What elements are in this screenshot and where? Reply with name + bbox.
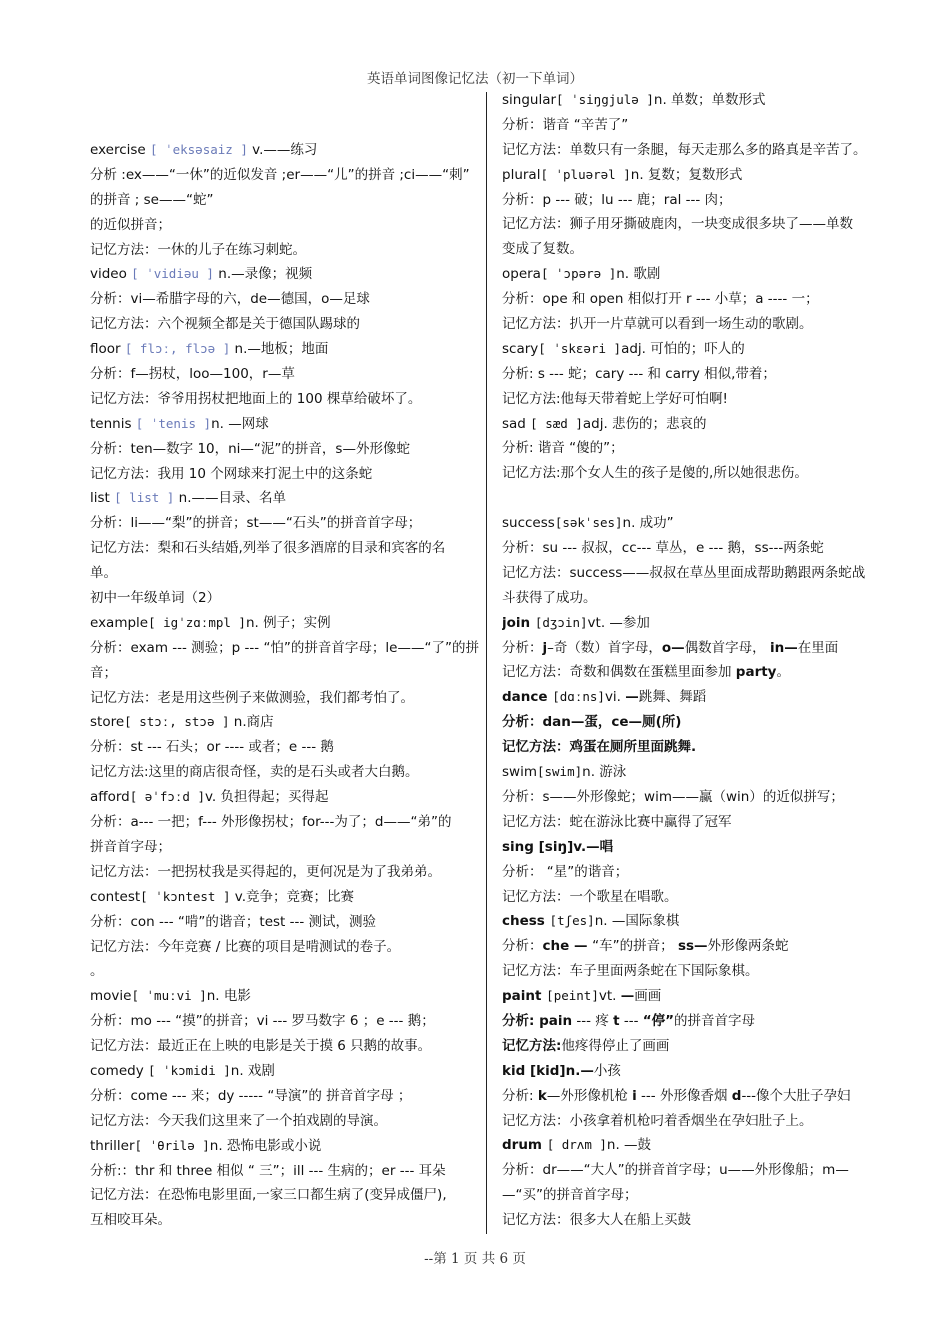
text-line	[90, 337, 485, 362]
text-run: 小孩	[593, 1062, 621, 1079]
text-line	[502, 710, 890, 735]
text-run: in—	[769, 639, 798, 656]
text-run: 分析 :ex——“一休”的近似发音 ;er——“儿”的拼音 ;ci——“刺”	[90, 166, 470, 183]
text-run: video	[90, 266, 132, 283]
text-run: 分析： “星”的谐音；	[502, 863, 629, 880]
text-line	[502, 885, 890, 910]
text-line	[502, 337, 890, 362]
text-run: n.—录像；视频	[213, 266, 313, 283]
text-run: 在里面	[797, 639, 839, 656]
text-run: n. 复数；复数形式	[630, 166, 743, 183]
text-run: sing [siŋ]v.—	[502, 838, 600, 855]
text-run: [dʒɔin]	[534, 614, 588, 630]
text-line	[502, 88, 890, 113]
text-line	[502, 536, 890, 561]
text-run: [ ˈmuːvi ]	[131, 988, 207, 1004]
text-run: 分析：vi—希腊字母的六，de—德国，o—足球	[90, 291, 370, 308]
text-run: paint	[502, 988, 547, 1005]
text-run: —外形像机枪	[546, 1087, 633, 1104]
text-run: [ ˈskɛəri ]	[538, 340, 622, 356]
text-run: [ ˈtenis ]	[135, 415, 212, 431]
text-line	[90, 287, 485, 312]
text-run: 记忆方法：今天我们这里来了一个拍戏剧的导演。	[90, 1112, 387, 1129]
text-run: n. 单数；单数形式	[653, 92, 766, 108]
text-run: 记忆方法：梨和石头结婚,列举了很多酒席的目录和宾客的名	[90, 540, 446, 557]
text-run: 分析	[502, 1012, 529, 1029]
text-run: 分析：con --- “啃”的谐音；test --- 测试，测验	[90, 913, 377, 930]
text-run: 记忆方法：老是用这些例子来做测验，我们都考怕了。	[90, 689, 414, 706]
text-run: 记忆方法：奇数和偶数在蛋糕里面参加	[502, 664, 736, 681]
text-line	[502, 785, 890, 810]
text-run: 分析：dr——“大人”的拼音首字母；u——外形像船；m—	[502, 1162, 849, 1179]
text-line	[90, 1183, 485, 1208]
text-run: 分析：a--- 一把；f--- 外形像拐杖；for---为了；d——“弟”的	[90, 814, 452, 831]
text-run: adj. 悲伤的；悲哀的	[582, 415, 707, 432]
text-run: singular	[502, 92, 557, 108]
text-run: opera	[502, 266, 541, 283]
text-run: [ sæd ]	[530, 415, 583, 431]
text-run: 分析: 谐音 “傻的”；	[502, 440, 624, 457]
text-run: 记忆方法：扒开一片草就可以看到一场生动的歌剧。	[502, 316, 813, 333]
text-line	[90, 885, 485, 910]
text-run: 记忆方法：一个歌星在唱歌。	[502, 888, 678, 905]
text-line	[90, 1009, 485, 1034]
text-run: dan—	[542, 714, 585, 731]
text-run: i	[632, 1087, 637, 1104]
text-run: 记忆方法：我用 10 个网球来打泥土中的这条蛇	[90, 465, 373, 482]
text-line	[90, 935, 485, 960]
text-line	[502, 1034, 890, 1059]
text-run: 的拼音首字母	[674, 1012, 756, 1029]
text-run: 分析:：thr 和 three 相似 “ 三”；ill --- 生病的；er --- 耳朵	[90, 1162, 446, 1179]
text-run: .	[691, 739, 697, 756]
text-line	[90, 959, 485, 984]
text-run: 记忆方法	[502, 1037, 556, 1054]
text-run: —	[620, 988, 635, 1005]
text-run: 变成了复数。	[502, 241, 583, 258]
text-run: 分析：p --- 破；lu --- 鹿；ral --- 肉；	[502, 191, 732, 208]
text-line	[502, 287, 890, 312]
text-line	[502, 1084, 890, 1109]
text-run: example	[90, 614, 149, 631]
text-run: 偶数首字母，	[684, 639, 770, 656]
text-run: n. 电影	[206, 988, 251, 1005]
text-line	[502, 113, 890, 138]
text-run: “停”	[642, 1012, 675, 1029]
text-run: 记忆方法：success——叔叔在草丛里面成帮助鹅跟两条蛇战	[502, 564, 866, 581]
text-run: comedy	[90, 1062, 148, 1079]
text-run: swim	[502, 764, 537, 781]
text-run: ss—	[677, 938, 708, 955]
text-run: d	[731, 1087, 742, 1104]
text-line	[502, 1133, 890, 1158]
text-run: 分析：su --- 叔叔，cc--- 草丛，e --- 鹅，ss---两条蛇	[502, 540, 824, 557]
text-line	[502, 237, 890, 262]
text-line	[502, 685, 890, 710]
text-run: —	[625, 689, 639, 706]
text-line	[90, 661, 485, 686]
left-column	[90, 138, 485, 1233]
text-run: 记忆方法：狮子用牙撕破鹿肉，一块变成很多块了——单数	[502, 216, 853, 233]
text-run: n. 例子；实例	[245, 614, 331, 631]
text-run: [ igˈzɑːmpl ]	[148, 614, 246, 630]
text-run: 分析：	[502, 639, 543, 656]
text-run: exercise	[90, 142, 151, 158]
text-line	[502, 511, 890, 536]
text-run: 记忆方法：一把拐杖我是买得起的，更何况是为了我弟弟。	[90, 863, 441, 880]
text-line	[90, 412, 485, 437]
text-line	[90, 910, 485, 935]
text-run: [tʃes]	[549, 913, 595, 929]
text-line	[90, 1109, 485, 1134]
text-run: 分析：come --- 来；dy ----- “导演”的 拼音首字母 ；	[90, 1087, 412, 1104]
text-run: o—	[661, 639, 685, 656]
text-run: success	[502, 515, 555, 532]
text-run: [swim]	[536, 764, 583, 780]
text-run: [ ˈvidiəu ]	[131, 266, 214, 282]
text-run: vt.	[598, 988, 621, 1005]
text-line	[502, 835, 890, 860]
text-run: v.竞争；竞赛；比赛	[230, 888, 355, 905]
text-run: n. 歌剧	[616, 266, 661, 283]
text-run: “车”的拼音；	[592, 938, 678, 955]
text-run: 记忆方法：爷爷用拐杖把地面上的 100 棵草给破坏了。	[90, 390, 422, 407]
text-run: 的拼音 ; se——“蛇”	[90, 191, 214, 208]
page-header: 英语单词图像记忆法（初一下单词）	[367, 71, 583, 87]
text-run: v.——练习	[247, 142, 318, 158]
text-run: list	[90, 490, 115, 507]
text-line	[90, 213, 485, 238]
text-line	[502, 760, 890, 785]
text-run: :	[556, 1037, 562, 1054]
text-line	[90, 760, 485, 785]
text-run: –奇（数）首字母，	[547, 639, 662, 656]
text-line	[502, 461, 890, 486]
text-run: 记忆方法:这里的商店很奇怪，卖的是石头或者大白鹅。	[90, 764, 419, 781]
text-run: (所)	[655, 714, 682, 731]
text-run: --- 疼	[572, 1012, 614, 1029]
text-run: drum	[502, 1137, 547, 1154]
text-run: ce—	[611, 714, 643, 731]
text-line	[90, 686, 485, 711]
text-line	[502, 387, 890, 412]
text-run: store	[90, 714, 125, 731]
text-run: 记忆方法:那个女人生的孩子是傻的,所以她很悲伤。	[502, 465, 808, 482]
text-run: [səkˈses]	[554, 515, 623, 531]
text-run: 记忆方法：六个视频全都是关于德国队踢球的	[90, 316, 360, 333]
text-run: 分析：s——外形像蛇；wim——赢（win）的近似拼写；	[502, 788, 844, 805]
text-line	[502, 1059, 890, 1084]
text-line	[502, 984, 890, 1009]
text-line	[502, 412, 890, 437]
text-run: 分析：ope 和 open 相似打开 r --- 小草；a ---- 一；	[502, 291, 819, 308]
text-run: ---	[619, 1012, 643, 1029]
text-run: 分析:	[502, 1087, 538, 1104]
text-line	[502, 1208, 890, 1233]
text-run: 分析：st --- 石头；or ---- 或者；e --- 鹅	[90, 739, 334, 756]
text-run: n. —网球	[211, 415, 269, 432]
text-line	[502, 1183, 890, 1208]
text-run: [ ˈɔpərə ]	[540, 266, 617, 282]
text-run: 分析：exam --- 测验；p --- “怕”的拼音首字母；le——“了”的拼	[90, 639, 479, 656]
text-run: [ ˈθrilə ]	[134, 1137, 210, 1153]
text-line	[90, 710, 485, 735]
text-line	[90, 611, 485, 636]
text-run: join	[502, 614, 535, 631]
text-line	[502, 138, 890, 163]
text-run: n. —国际象棋	[594, 913, 680, 930]
text-run: —“买”的拼音首字母；	[502, 1187, 638, 1204]
text-run: tennis	[90, 415, 136, 432]
text-run: 分析：ten—数字 10，ni—“泥”的拼音，s—外形像蛇	[90, 440, 410, 457]
text-run: j	[542, 639, 548, 656]
text-run: 记忆方法：最近正在上映的电影是关于摸 6 只鹅的故事。	[90, 1038, 432, 1055]
text-run: n. —鼓	[606, 1137, 652, 1154]
text-line	[502, 909, 890, 934]
text-run: [ ˈeksəsaiz ]	[150, 142, 248, 157]
text-line	[90, 511, 485, 536]
text-run: 拼音首字母；	[90, 838, 171, 855]
text-line	[502, 163, 890, 188]
text-run: adj. 可怕的；吓人的	[621, 340, 745, 357]
text-run: n.—地板；地面	[230, 341, 329, 358]
text-run: t	[613, 1012, 620, 1029]
text-line	[90, 1059, 485, 1084]
text-line	[90, 536, 485, 561]
text-run: 记忆方法：很多大人在船上买鼓	[502, 1212, 691, 1229]
text-line	[90, 163, 485, 188]
text-run: 斗获得了成功。	[502, 589, 597, 606]
text-run: 分析：谐音 “辛苦了”	[502, 116, 629, 133]
text-line	[502, 636, 890, 661]
text-run: 蛋，	[584, 714, 612, 731]
text-run: 互相咬耳朵。	[90, 1212, 171, 1229]
text-line	[502, 561, 890, 586]
text-line	[90, 486, 485, 511]
text-run: chess	[502, 913, 550, 930]
text-run: v. 负担得起；买得起	[204, 789, 329, 806]
text-run: [ ˈpluərəl ]	[540, 166, 631, 182]
text-run: 记忆方法：鸡蛋在厕所里面跳舞	[502, 739, 691, 756]
text-line	[90, 312, 485, 337]
text-run: [ drʌm ]	[546, 1137, 607, 1153]
text-line	[90, 262, 485, 287]
text-run: party	[735, 664, 777, 681]
text-line	[502, 959, 890, 984]
text-line	[90, 1084, 485, 1109]
text-line	[502, 660, 890, 685]
text-run: n. 游泳	[582, 764, 627, 781]
text-run: [peint]	[546, 988, 599, 1004]
text-run: che —	[542, 938, 593, 955]
text-run: 分析: s --- 蛇；cary --- 和 carry 相似,带着；	[502, 365, 776, 382]
text-run: k	[537, 1087, 547, 1104]
text-run: 记忆方法：车子里面两条蛇在下国际象棋。	[502, 963, 759, 980]
text-line	[502, 262, 890, 287]
text-run: 分析：	[502, 938, 543, 955]
text-line	[90, 835, 485, 860]
text-run: vi.	[604, 689, 626, 706]
text-line	[502, 362, 890, 387]
text-line	[90, 586, 485, 611]
text-line	[90, 1034, 485, 1059]
text-run: scary	[502, 340, 539, 357]
text-line	[90, 1159, 485, 1184]
text-run: : pain	[529, 1012, 573, 1029]
text-run: 外形像两条蛇	[707, 938, 789, 955]
text-run: dance	[502, 689, 553, 706]
text-run: afford	[90, 789, 130, 806]
text-run: [ ˈsiŋgjulə ]	[556, 92, 654, 107]
text-run: 记忆方法：今年竞赛 / 比赛的项目是啃测试的卷子。	[90, 938, 401, 955]
text-run: ---像个大肚子孕妇	[741, 1087, 851, 1104]
text-run: 跳舞、舞蹈	[638, 689, 707, 706]
text-run: 记忆方法：在恐怖电影里面,一家三口都生病了(变异成僵尸),	[90, 1187, 447, 1204]
text-run: 记忆方法：蛇在游泳比赛中赢得了冠军	[502, 813, 732, 830]
text-line	[502, 1158, 890, 1183]
text-run: 记忆方法:他每天带着蛇上学好可怕啊!	[502, 390, 728, 407]
text-line	[90, 437, 485, 462]
text-run: 厕	[642, 714, 656, 731]
text-line	[90, 362, 485, 387]
text-run: [ flɔː, flɔə ]	[124, 341, 231, 357]
text-run: 初中一年级单词（2）	[90, 590, 221, 607]
text-run: 画画	[634, 988, 662, 1005]
text-run: movie	[90, 988, 132, 1005]
text-line	[90, 735, 485, 760]
text-run: thriller	[90, 1137, 135, 1154]
text-line	[90, 1134, 485, 1159]
text-run: [ stɔː, stɔə ]	[124, 714, 230, 730]
text-run: 分析：f—拐杖，loo—100，r—草	[90, 366, 295, 383]
text-run: [ list ]	[114, 490, 175, 506]
text-line	[90, 984, 485, 1009]
text-run: [dɑːns]	[552, 689, 605, 705]
text-line	[90, 860, 485, 885]
text-run: [ əˈfɔːd ]	[129, 789, 205, 805]
text-run: n. 恐怖电影或小说	[209, 1137, 322, 1154]
text-line	[90, 188, 485, 213]
text-line	[90, 561, 485, 586]
text-line	[502, 188, 890, 213]
text-run: 的近似拼音；	[90, 216, 171, 233]
text-run: 唱	[599, 838, 614, 855]
text-run: 。	[90, 963, 104, 980]
text-line	[502, 586, 890, 611]
text-line	[502, 934, 890, 959]
text-run: floor	[90, 341, 125, 358]
text-line	[502, 1009, 890, 1034]
text-run: [ ˈkɔmidi ]	[148, 1062, 231, 1078]
text-run: n.商店	[229, 714, 274, 731]
text-line	[90, 387, 485, 412]
text-run: 分析：li——“梨”的拼音；st——“石头”的拼音首字母；	[90, 515, 422, 532]
text-line	[502, 312, 890, 337]
text-line	[502, 436, 890, 461]
text-line	[502, 611, 890, 636]
text-run: 记忆方法：小孩拿着机枪叼着香烟坐在孕妇肚子上。	[502, 1112, 813, 1129]
text-line	[90, 1208, 485, 1233]
text-line	[502, 212, 890, 237]
text-run: sad	[502, 415, 531, 432]
text-line	[502, 860, 890, 885]
text-run: n.——目录、名单	[174, 490, 286, 507]
text-run: 音；	[90, 664, 117, 681]
text-run: 分析：mo --- “摸”的拼音；vi --- 罗马数字 6 ；e --- 鹅；	[90, 1013, 435, 1030]
text-line	[502, 810, 890, 835]
right-column	[502, 88, 890, 1233]
text-line	[502, 1109, 890, 1134]
text-run: plural	[502, 166, 541, 183]
text-run: n. 成功”	[622, 515, 674, 532]
text-line	[90, 785, 485, 810]
text-run: [ ˈkɔntest ]	[140, 888, 231, 904]
text-line	[90, 810, 485, 835]
text-line	[502, 486, 890, 511]
text-run: n. 戏剧	[230, 1062, 275, 1079]
column-divider	[486, 92, 487, 1234]
text-run: kid [kid]n.—	[502, 1062, 594, 1079]
text-line	[90, 636, 485, 661]
text-line	[90, 238, 485, 263]
text-run: 记忆方法：单数只有一条腿，每天走那么多的路真是辛苦了。	[502, 141, 867, 158]
text-line	[90, 138, 485, 163]
text-run: 分析：	[502, 714, 543, 731]
text-run: 他疼得停止了画画	[561, 1037, 670, 1054]
text-line	[90, 462, 485, 487]
text-run: 记忆方法：一休的儿子在练习刺蛇。	[90, 241, 306, 258]
text-run: vt. —参加	[587, 614, 650, 631]
text-run: --- 外形像香烟	[636, 1087, 732, 1104]
page-footer: --第 1 页 共 6 页	[424, 1251, 526, 1267]
text-run: 单。	[90, 565, 117, 582]
text-line	[502, 735, 890, 760]
text-run: 。	[776, 664, 790, 681]
text-run: contest	[90, 888, 141, 905]
